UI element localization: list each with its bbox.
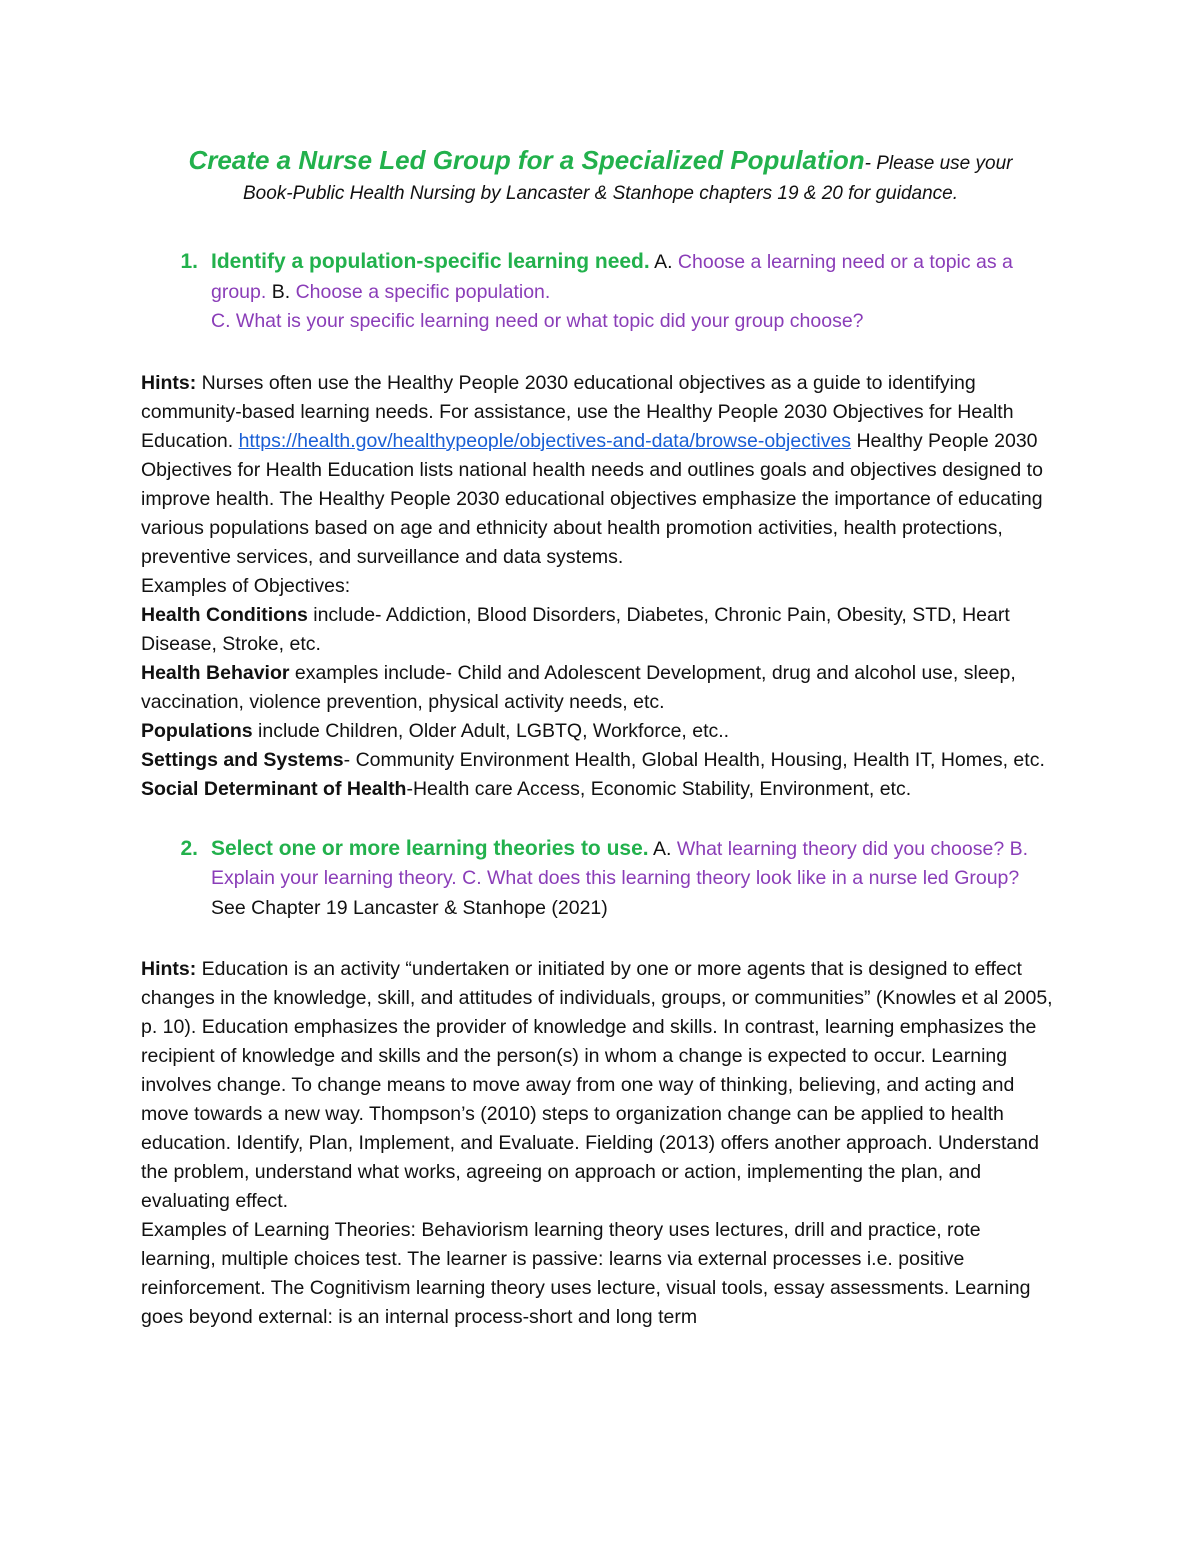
question-2-heading: Select one or more learning theories to use.	[211, 836, 649, 860]
question-1-heading: Identify a population-specific learning need.	[211, 250, 650, 273]
question-2-parts: What learning theory did you choose? B. Explain your learning theory. C. What does this learning theory look like in a nurse led Group?	[211, 837, 1029, 889]
question-2-reference: See Chapter 19 Lancaster & Stanhope (2021)	[211, 896, 608, 919]
examples-heading: Examples of Objectives:	[141, 574, 351, 597]
objective-item: Social Determinant of Health-Health care Access, Economic Stability, Environment, etc.	[141, 777, 912, 800]
document-title	[141, 145, 1060, 209]
learning-theory-examples: Examples of Learning Theories: Behaviorism learning theory uses lectures, drill and practice, rote learning, multiple choices test. The learner is passive: learns via external processes i.e. positive reinforcement. The Cognitivism learning theory uses lecture, visual tools, essay assessments. Learning goes beyond external: is an internal process-short and long term	[141, 1219, 1031, 1328]
title-sub: - Please use your	[864, 153, 1013, 174]
question-1-part-b: Choose a specific population.	[295, 280, 551, 303]
hints-label: Hints:	[141, 958, 197, 980]
hints-label: Hints:	[141, 371, 197, 394]
question-1-number: 1.	[180, 250, 198, 273]
hints-section-2: Hints: Education is an activity “undertaken or initiated by one or more agents that is designed to effect changes in the knowledge, skill, and attitudes of individuals, groups, or communities” (Knowles et al 2005, p. 10). Education emphasizes the provider of knowledge and skills. In contrast, learning emphasizes the recipient of knowledge and skills and the person(s) in whom a change is expected to occur. Learning involves change. To change means to move away from one way of thinking, believing, and acting and move towards a new way. Thompson’s (2010) steps to organization change can be applied to health education. Identify, Plan, Implement, and Evaluate. Fielding (2013) offers another approach. Understand the problem, understand what works, agreeing on approach or action, implementing the plan, and evaluating effect. Examples of Learning Theories: Behaviorism learning theory uses lectures, drill and practice, rote learning, multiple choices test. The learner is passive: learns via external processes i.e. positive reinforcement. The Cognitivism learning theory uses lecture, visual tools, essay assessments. Learning goes beyond external: is an internal process-short and long term	[141, 955, 1060, 1332]
title-main: Create a Nurse Led Group for a Specialized Population	[188, 145, 865, 175]
hints-section-1: Hints: Nurses often use the Healthy People 2030 educational objectives as a guide to identifying community-based learning needs. For assistance, use the Healthy People 2030 Objectives for Health Education. https://health.gov/healthypeople/objectives-and-data/browse-objectives Healthy People 2030 Objectives for Health Education lists national health needs and outlines goals and objectives designed to improve health. The Healthy People 2030 educational objectives emphasize the importance of educating various populations based on age and ethnicity about health promotion activities, health protections, preventive services, and surveillance and data systems. Examples of Objectives: Health Conditions include- Addiction, Blood Disorders, Diabetes, Chronic Pain, Obesity, STD, Heart Disease, Stroke, etc. Health Behavior examples include- Child and Adolescent Development, drug and alcohol use, sleep, vaccination, violence prevention, physical activity needs, etc. Populations include Children, Older Adult, LGBTQ, Workforce, etc.. Settings and Systems- Community Environment Health, Global Health, Housing, Health IT, Homes, etc. Social Determinant of Health-Health care Access, Economic Stability, Environment, etc.	[141, 369, 1060, 804]
objective-item: Settings and Systems- Community Environment Health, Global Health, Housing, Health IT, Homes, etc.	[141, 748, 1045, 771]
question-1-part-a: Choose a learning need or a topic as a group.	[211, 251, 1013, 303]
question-1: 1. Identify a population-specific learning need. A. Choose a learning need or a topic as a group. B. Choose a specific population. C. What is your specific learning need or what topic did your group choose?	[141, 247, 1060, 337]
healthy-people-link[interactable]: https://health.gov/healthypeople/objectives-and-data/browse-objectives	[238, 429, 852, 452]
objective-item: Populations include Children, Older Adult, LGBTQ, Workforce, etc..	[141, 719, 730, 742]
objective-item: Health Behavior examples include- Child and Adolescent Development, drug and alcohol use, sleep, vaccination, violence prevention, physical activity needs, etc.	[141, 661, 1016, 713]
objective-item: Health Conditions include- Addiction, Blood Disorders, Diabetes, Chronic Pain, Obesity, STD, Heart Disease, Stroke, etc.	[141, 603, 1010, 655]
question-2-number: 2.	[180, 836, 198, 860]
title-sub-line: Book-Public Health Nursing by Lancaster & Stanhope chapters 19 & 20 for guidance.	[242, 183, 959, 204]
question-2: 2. Select one or more learning theories to use. A. What learning theory did you choose? B. Explain your learning theory. C. What does this learning theory look like in a nurse led Group? See Chapter 19 Lancaster & Stanhope (2021)	[141, 834, 1060, 924]
question-1-part-c: C. What is your specific learning need or what topic did your group choose?	[211, 310, 864, 332]
